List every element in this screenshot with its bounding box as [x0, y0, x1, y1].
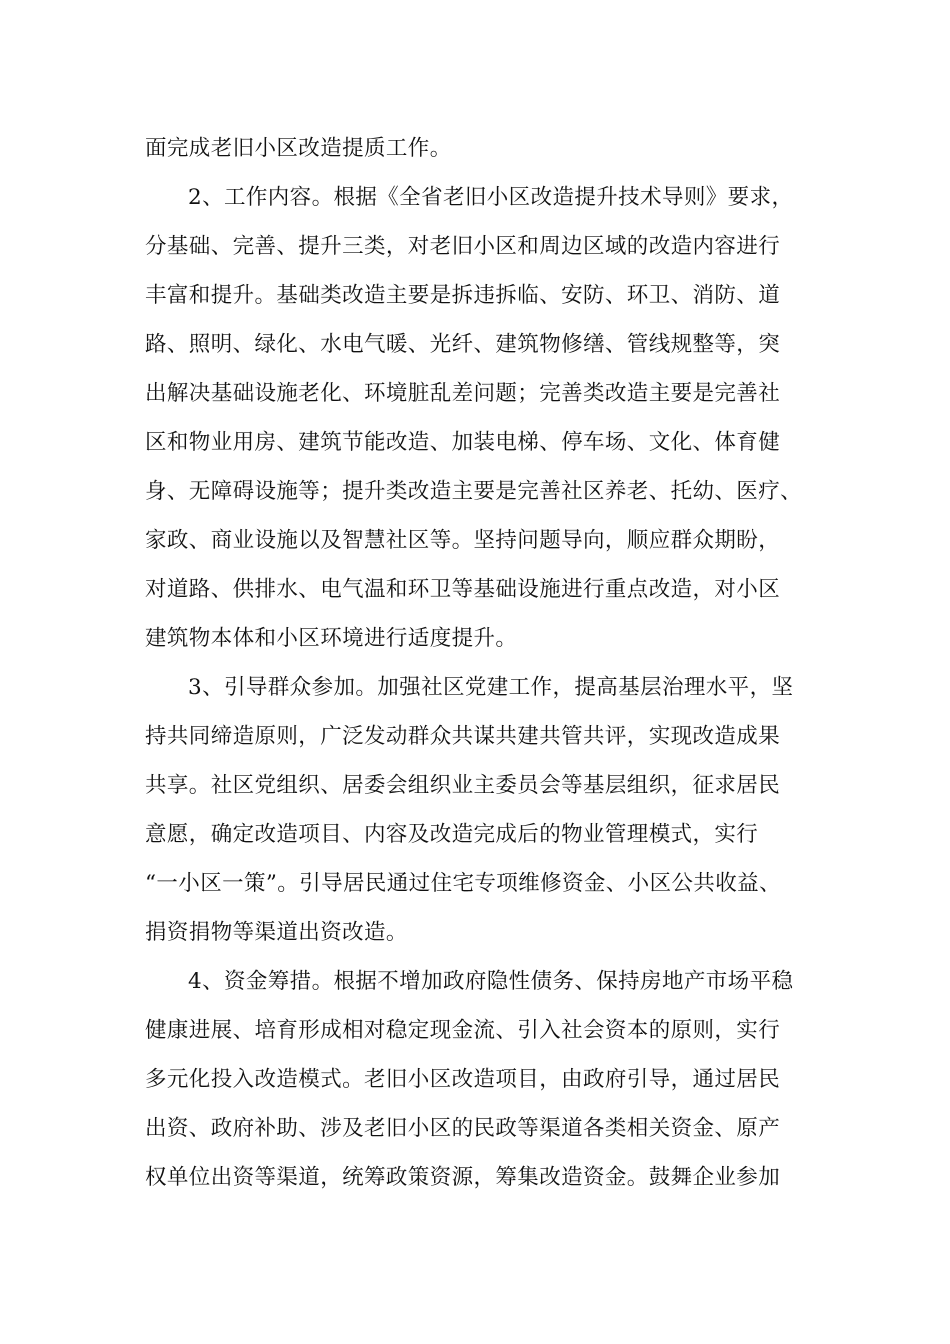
paragraph-2-first-line: 2、工作内容。根据《全省老旧小区改造提升技术导则》要求， [188, 185, 794, 210]
text-line: 健康进展、培育形成相对稳定现金流、引入社会资本的原则，实行 [145, 1018, 781, 1043]
text-line: 出资、政府补助、涉及老旧小区的民政等渠道各类相关资金、原产 [145, 1116, 781, 1141]
text-line: 意愿，确定改造项目、内容及改造完成后的物业管理模式，实行 [145, 822, 759, 847]
text-line: 多元化投入改造模式。老旧小区改造项目，由政府引导，通过居民 [145, 1067, 781, 1092]
text-line: 丰富和提升。基础类改造主要是拆违拆临、安防、环卫、消防、道 [145, 283, 781, 308]
text-line: 对道路、供排水、电气温和环卫等基础设施进行重点改造，对小区 [145, 577, 781, 602]
text-line: 出解决基础设施老化、环境脏乱差问题；完善类改造主要是完善社 [145, 381, 781, 406]
text-line: 权单位出资等渠道，统筹政策资源，筹集改造资金。鼓舞企业参加 [145, 1165, 781, 1190]
text-line: “一小区一策”。引导居民通过住宅专项维修资金、小区公共收益、 [145, 871, 781, 896]
paragraph-3-first-line: 3、引导群众参加。加强社区党建工作，提高基层治理水平，坚 [188, 675, 794, 700]
paragraph-4-first-line: 4、资金筹措。根据不增加政府隐性债务、保持房地产市场平稳 [188, 969, 794, 994]
text-line: 捐资捐物等渠道出资改造。 [145, 920, 408, 945]
text-line: 共享。社区党组织、居委会组织业主委员会等基层组织，征求居民 [145, 773, 781, 798]
text-line: 家政、商业设施以及智慧社区等。坚持问题导向，顺应群众期盼， [145, 528, 781, 553]
text-line: 身、无障碍设施等；提升类改造主要是完善社区养老、托幼、医疗、 [145, 479, 803, 504]
text-line: 区和物业用房、建筑节能改造、加装电梯、停车场、文化、体育健 [145, 430, 781, 455]
text-line: 路、照明、绿化、水电气暖、光纤、建筑物修缮、管线规整等，突 [145, 332, 781, 357]
text-line: 分基础、完善、提升三类，对老旧小区和周边区域的改造内容进行 [145, 234, 781, 259]
text-line: 建筑物本体和小区环境进行适度提升。 [145, 626, 518, 651]
text-line: 持共同缔造原则，广泛发动群众共谋共建共管共评，实现改造成果 [145, 724, 781, 749]
text-line: 面完成老旧小区改造提质工作。 [145, 136, 452, 161]
